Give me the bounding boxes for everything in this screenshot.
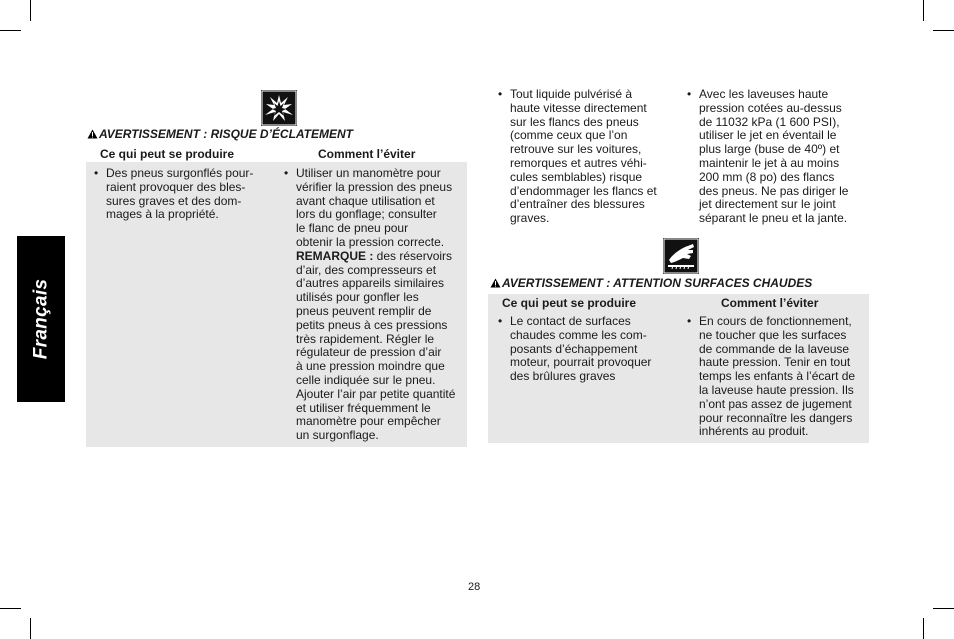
hot-warning-title-text: AVERTISSEMENT : ATTENTION SURFACES CHAUDES [502,276,813,290]
list-item: • Le contact de surfaces chaudes comme les com- posants d’échappement moteur, pourrait provoquer des brûlures graves [498,315,678,384]
hot-col-what-header: Ce qui peut se produire [502,296,637,310]
spray-notes-left [498,88,676,226]
spray-notes-right [687,88,869,226]
page-number: 28 [468,581,481,593]
hot-warning-title [490,276,812,290]
crop-mark [30,0,31,21]
crop-mark [30,618,31,639]
crop-mark [0,608,21,609]
list-item: • Avec les laveuses haute pression cotées au-dessus de 11032 kPa (1 600 PSI), utiliser le jet en éventail le plus large (buse de 40º) et maintenir le jet à au moins 200 mm (8 po) des flancs des pneus. Ne pas diriger le jet directement sur le joint séparant le pneu et la jante. [687,88,869,226]
crop-mark [933,30,954,31]
language-tab-label: Français [30,278,51,360]
crop-mark [0,30,21,31]
warning-triangle-icon [87,129,98,139]
hot-how-list [687,315,869,439]
crop-mark [923,618,924,639]
burst-warning-table [86,162,467,447]
burst-how-list [284,167,466,443]
language-tab [17,236,65,402]
burst-warning-title-text: AVERTISSEMENT : RISQUE D’ÉCLATEMENT [99,127,354,141]
list-item: • En cours de fonctionnement, ne toucher que les surfaces de commande de la laveuse haute pression. Tenir en tout temps les enfants à l’écart de la laveuse haute pression. Ils n’ont pas assez de jugement pour reconnaître les dangers inhérents au produit. [687,315,869,439]
explosion-hazard-icon [261,90,297,126]
list-item: • Tout liquide pulvérisé à haute vitesse directement sur les flancs des pneus (comme ceux que l’on retrouve sur les voitures, remorques et autres véhi- cules semblables) risque d’endommager les flancs et d’entraîner des blessures graves. [498,88,676,226]
burst-col-how-header: Comment l’éviter [318,147,416,161]
hot-col-how-header: Comment l’éviter [721,296,819,310]
burst-what-list [94,167,269,222]
crop-mark [933,608,954,609]
remark-label: REMARQUE : [296,248,374,263]
crop-mark [923,0,924,21]
how-text-before: Utiliser un manomètre pour vérifier la pression des pneus avant chaque utilisation et lors du gonflage; consulter le flanc de pneu pour obtenir la pression correcte. [296,166,453,249]
list-item [284,167,466,443]
burst-col-what-header: Ce qui peut se produire [100,147,235,161]
warning-triangle-icon [490,278,501,288]
hot-warning-table [488,294,869,443]
hot-surface-hand-icon [663,238,699,274]
burst-warning-title [87,127,353,141]
hot-what-list [498,315,678,384]
how-text-after: des réservoirs d’air, des compresseurs et d’autres appareils similaires utilisés pour gonfler les pneus peuvent remplir de petits pneus à ces pressions très rapidement. Régler le régulateur de pression d’air à une pression moindre que celle indiquée sur le pneu. Ajouter l’air par petite quantité et utiliser fréquemment le manomètre pour empêcher un surgonflage. [296,248,456,443]
list-item: • Des pneus surgonflés pour- raient provoquer des bles- sures graves et des dom- mages à la propriété. [94,167,269,222]
